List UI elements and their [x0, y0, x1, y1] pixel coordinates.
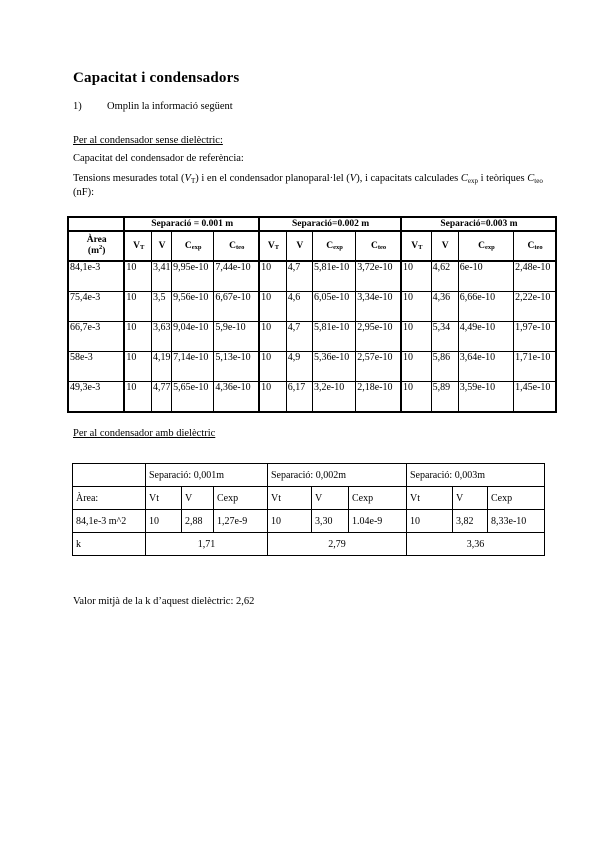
group-header: Separació: 0,003m: [407, 464, 545, 487]
k-value: 3,36: [407, 533, 545, 556]
table-cell: 6,05e-10: [312, 292, 355, 322]
section-heading-with-dielectric: Per al condensador amb dielèctric: [73, 428, 216, 439]
table-cell: 5,86: [431, 352, 458, 382]
table-cell: 8,33e-10: [488, 510, 545, 533]
table-cell: 10: [259, 322, 286, 352]
section-heading-no-dielectric: Per al condensador sense dielèctric:: [73, 135, 223, 146]
table-row: [68, 261, 556, 292]
reference-capacitance-text: Capacitat del condensador de referència:: [73, 153, 244, 164]
table-cell: 10: [407, 510, 453, 533]
group-header: Separació: 0,001m: [146, 464, 268, 487]
table-cell: 4,6: [286, 292, 312, 322]
table-cell: 5,36e-10: [312, 352, 355, 382]
table-cell: 6,17: [286, 382, 312, 413]
table-cell: 1,97e-10: [514, 322, 556, 352]
table-cell: 4,36e-10: [214, 382, 259, 413]
table-cell: 10: [146, 510, 182, 533]
table-cell: 4,19: [152, 352, 172, 382]
tensions-description: Tensions mesurades total $(V_T)$ i en el condensador planoparal·lel (V), i capacitats calculades $C_{exp}$ i teòriques $C_{teo}$ (nF):: [73, 173, 543, 198]
group-header: Separació = 0.001 m: [124, 217, 259, 231]
area-cell: 49,3e-3: [68, 382, 124, 413]
col-header-v: V: [286, 231, 312, 261]
table-row: [68, 322, 556, 352]
table-cell: 10: [259, 382, 286, 413]
table-corner: [68, 217, 124, 231]
col-header-cexp: $C_{exp}$: [312, 231, 355, 261]
table-cell: 4,7: [286, 261, 312, 292]
table-cell: 2,57e-10: [356, 352, 401, 382]
area-cell: 58e-3: [68, 352, 124, 382]
table-cell: 4,77: [152, 382, 172, 413]
table-cell: 3,34e-10: [356, 292, 401, 322]
table-cell: 2,95e-10: [356, 322, 401, 352]
table-cell: 7,44e-10: [214, 261, 259, 292]
area-cell: 66,7e-3: [68, 322, 124, 352]
col-header: Vt: [146, 487, 182, 510]
table-cell: 5,34: [431, 322, 458, 352]
mean-k-text: Valor mitjà de la k d’aquest dielèctric: 2,62: [73, 596, 255, 607]
area-header: Àrea $(m^2)$: [68, 231, 124, 261]
table-row: [68, 352, 556, 382]
col-header: Cexp: [214, 487, 268, 510]
capacitance-table-with-dielectric: [72, 463, 545, 556]
col-header-cexp: $C_{exp}$: [458, 231, 513, 261]
table-cell: 2,18e-10: [356, 382, 401, 413]
table-cell: 9,04e-10: [172, 322, 214, 352]
table-cell: 10: [124, 352, 151, 382]
table-cell: 5,13e-10: [214, 352, 259, 382]
table-cell: 4,36: [431, 292, 458, 322]
table-cell: 2,22e-10: [514, 292, 556, 322]
group-header: Separació: 0,002m: [268, 464, 407, 487]
area-cell: 75,4e-3: [68, 292, 124, 322]
table-cell: 7,14e-10: [172, 352, 214, 382]
col-header-vt: $V_T$: [259, 231, 286, 261]
table-cell: 10: [124, 322, 151, 352]
col-header: V: [312, 487, 349, 510]
question-text: Omplin la informació següent: [107, 101, 233, 112]
col-header-cteo: $C_{teo}$: [514, 231, 556, 261]
table-cell: 5,81e-10: [312, 322, 355, 352]
table-cell: 5,9e-10: [214, 322, 259, 352]
table-cell: 1,45e-10: [514, 382, 556, 413]
table-cell: 2,88: [182, 510, 214, 533]
table-cell: 5,81e-10: [312, 261, 355, 292]
col-header-cteo: $C_{teo}$: [214, 231, 259, 261]
table-cell: 5,65e-10: [172, 382, 214, 413]
table-cell: 10: [401, 352, 431, 382]
col-header: V: [182, 487, 214, 510]
table-cell: 10: [124, 261, 151, 292]
table-corner: [73, 464, 146, 487]
k-value: 1,71: [146, 533, 268, 556]
k-label: k: [73, 533, 146, 556]
group-header: Separació=0.003 m: [401, 217, 556, 231]
table-cell: 4,9: [286, 352, 312, 382]
table-cell: 1.04e-9: [349, 510, 407, 533]
table-cell: 6,66e-10: [458, 292, 513, 322]
table-cell: 84,1e-3 m^2: [73, 510, 146, 533]
col-header: Vt: [407, 487, 453, 510]
table-cell: 3,63: [152, 322, 172, 352]
col-header: V: [453, 487, 488, 510]
table-cell: 3,41: [152, 261, 172, 292]
table-cell: 3,82: [453, 510, 488, 533]
table-cell: 1,71e-10: [514, 352, 556, 382]
table-cell: 3,2e-10: [312, 382, 355, 413]
table-cell: 4,7: [286, 322, 312, 352]
group-header: Separació=0.002 m: [259, 217, 401, 231]
table-row: [68, 292, 556, 322]
table-row: [68, 382, 556, 413]
table-cell: 9,56e-10: [172, 292, 214, 322]
col-header-vt: $V_T$: [401, 231, 431, 261]
table-cell: 10: [268, 510, 312, 533]
table-cell: 3,59e-10: [458, 382, 513, 413]
table-cell: 10: [124, 382, 151, 413]
table-cell: 3,5: [152, 292, 172, 322]
table-cell: 4,62: [431, 261, 458, 292]
area-cell: 84,1e-3: [68, 261, 124, 292]
table-cell: 10: [124, 292, 151, 322]
table-cell: 3,72e-10: [356, 261, 401, 292]
col-header: Cexp: [488, 487, 545, 510]
table-cell: 10: [259, 261, 286, 292]
table-cell: 2,48e-10: [514, 261, 556, 292]
table-cell: 5,89: [431, 382, 458, 413]
table-cell: 1,27e-9: [214, 510, 268, 533]
table-cell: 3,64e-10: [458, 352, 513, 382]
col-header: Cexp: [349, 487, 407, 510]
col-header-cteo: $C_{teo}$: [356, 231, 401, 261]
table-cell: 6,67e-10: [214, 292, 259, 322]
col-header-vt: $V_T$: [124, 231, 151, 261]
col-header-v: V: [431, 231, 458, 261]
table-cell: 10: [401, 382, 431, 413]
col-header: Àrea:: [73, 487, 146, 510]
k-value: 2,79: [268, 533, 407, 556]
capacitance-table-no-dielectric: [67, 216, 557, 413]
table-cell: 10: [401, 322, 431, 352]
col-header-v: V: [152, 231, 172, 261]
table-cell: 6e-10: [458, 261, 513, 292]
table-cell: 10: [259, 352, 286, 382]
col-header-cexp: $C_{exp}$: [172, 231, 214, 261]
page-title: Capacitat i condensadors: [73, 70, 240, 86]
question-number: 1): [73, 101, 82, 112]
col-header: Vt: [268, 487, 312, 510]
table-cell: 3,30: [312, 510, 349, 533]
table-cell: 10: [259, 292, 286, 322]
table-cell: 4,49e-10: [458, 322, 513, 352]
table-cell: 9,95e-10: [172, 261, 214, 292]
table-cell: 10: [401, 292, 431, 322]
table-cell: 10: [401, 261, 431, 292]
